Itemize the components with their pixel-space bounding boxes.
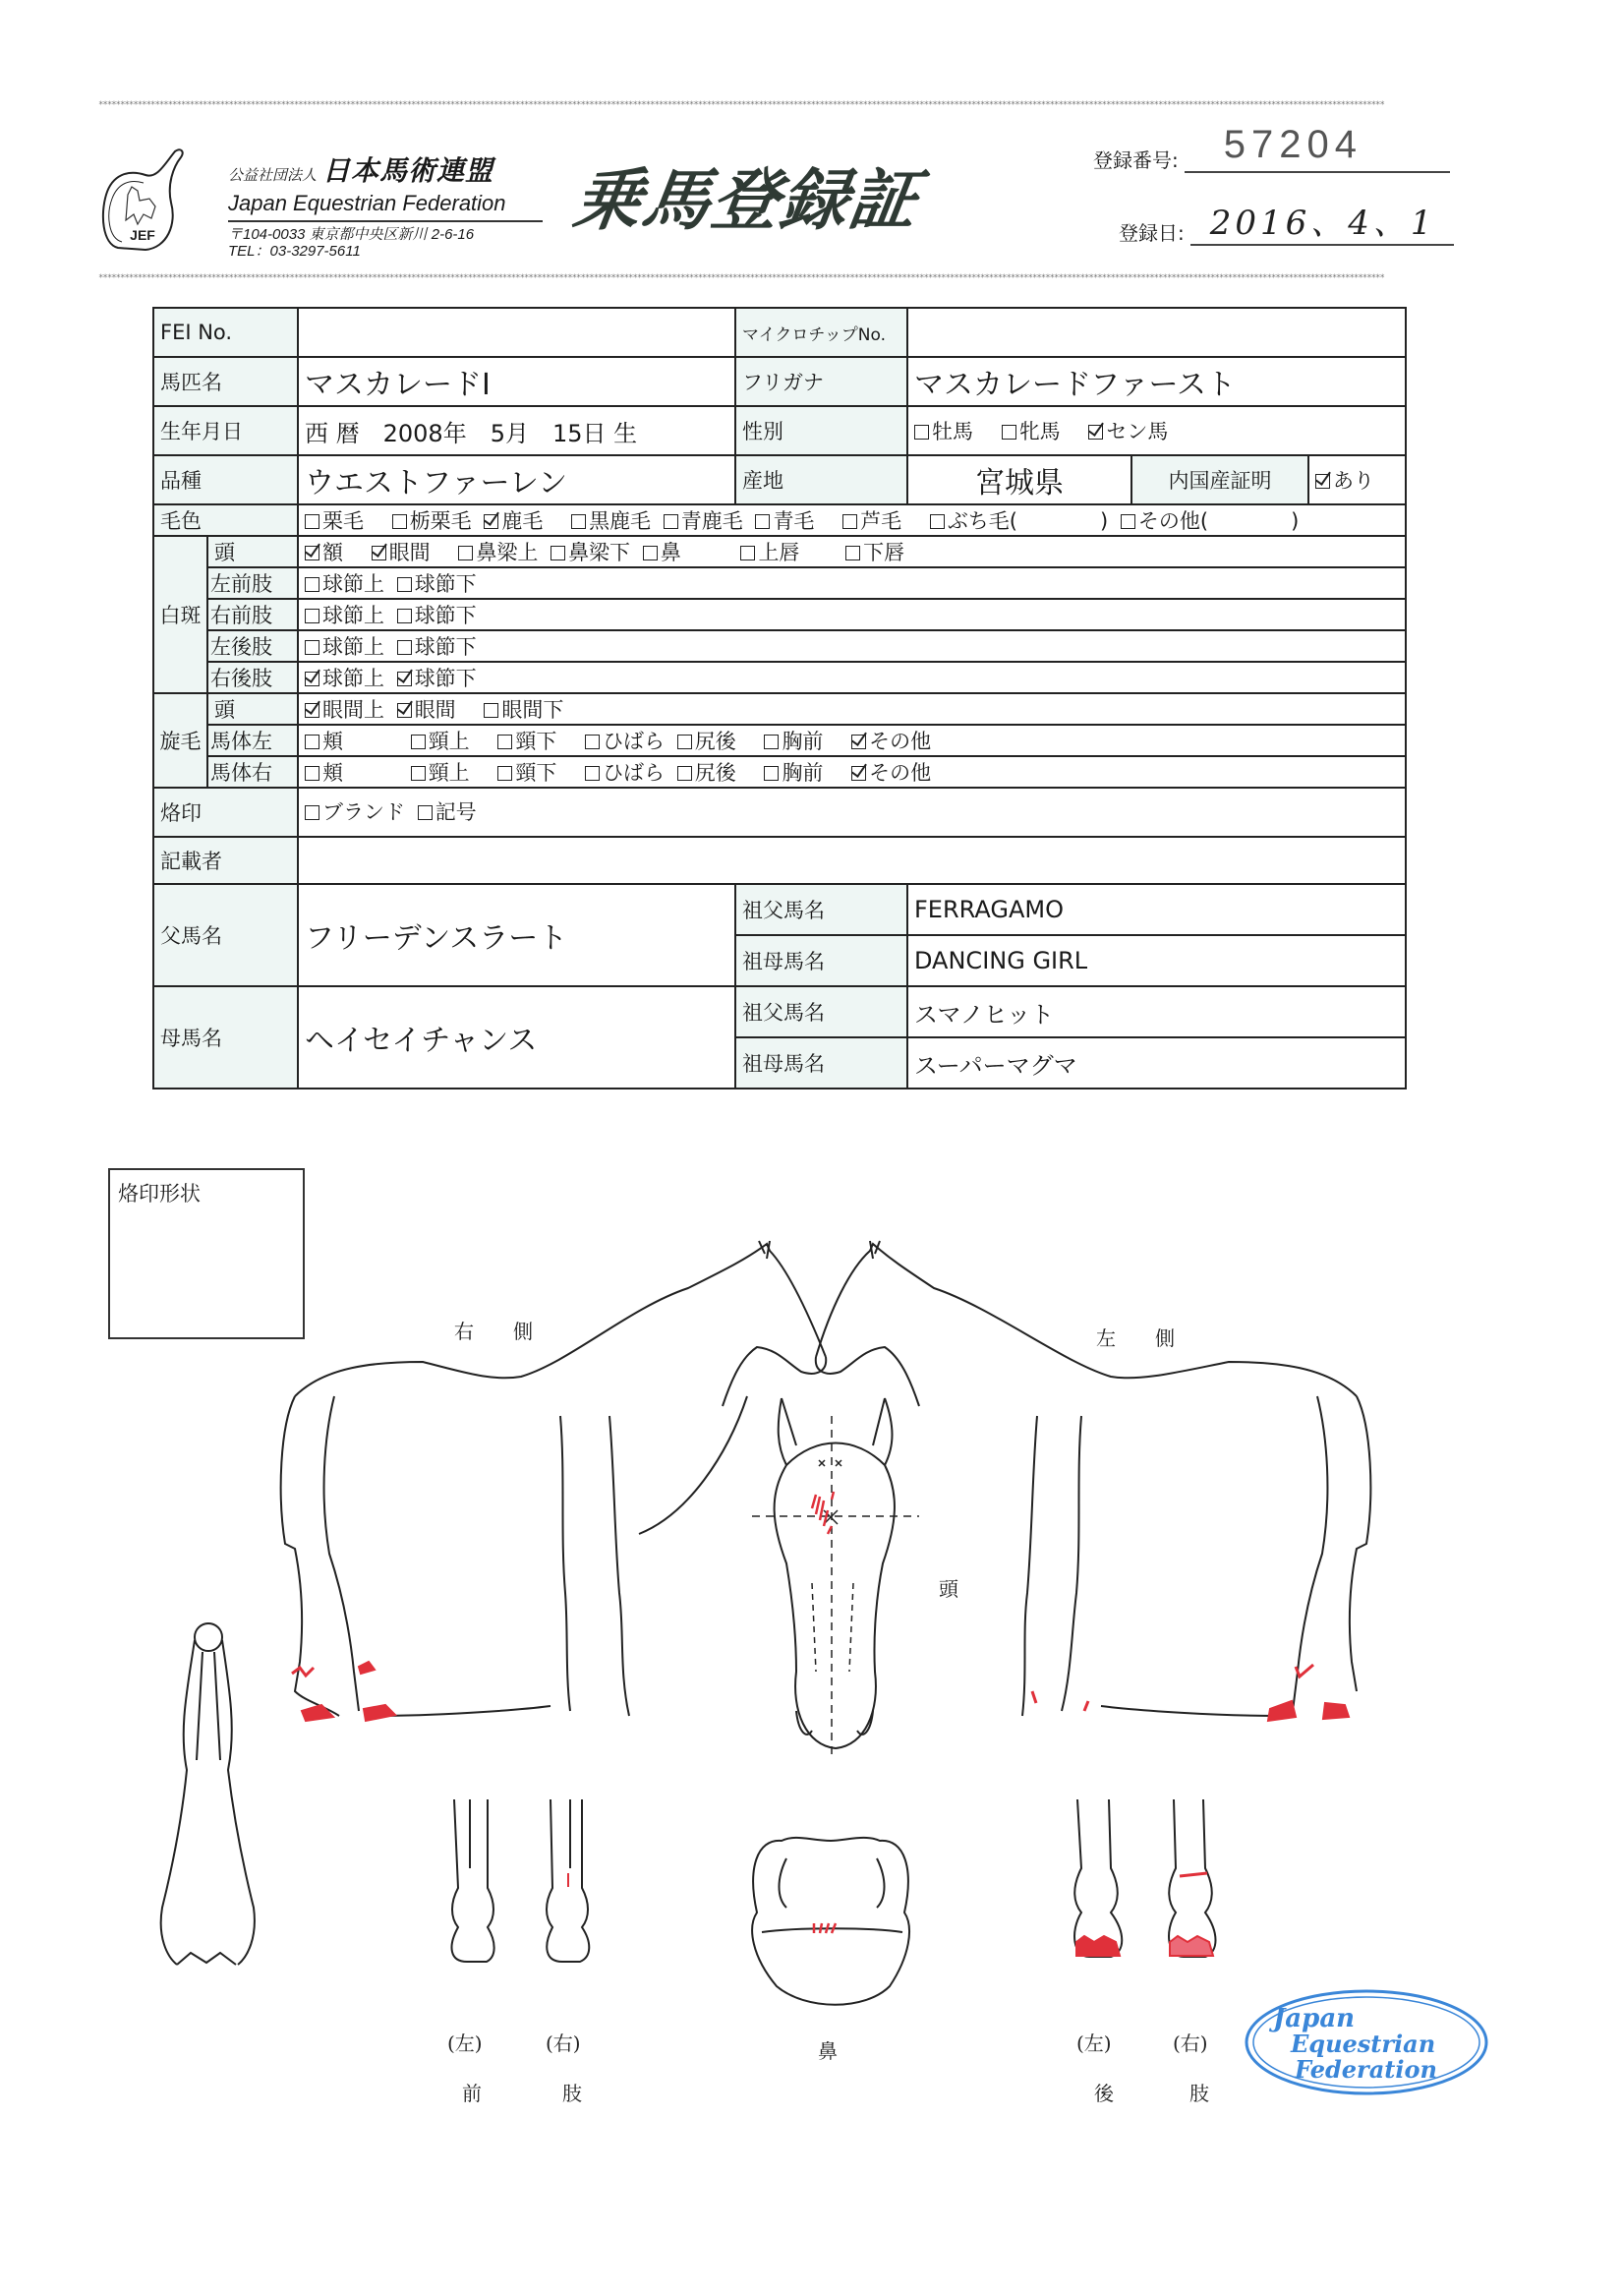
row-whorl-body-left xyxy=(153,725,1406,756)
forelimb-left-label: (左) xyxy=(447,2031,483,2055)
whorl-body-right-label: 馬体右 xyxy=(207,756,298,788)
org-name-en: Japan Equestrian Federation xyxy=(228,191,506,215)
svg-text:Federation: Federation xyxy=(1295,2055,1437,2084)
sire-grandsire-value: FERRAGAMO xyxy=(907,884,1406,935)
row-brand xyxy=(153,788,1406,837)
forelimb-caption-1: 前 xyxy=(462,2082,482,2105)
brand-shape-label: 烙印形状 xyxy=(118,1182,201,1206)
origin-label: 産地 xyxy=(735,455,907,504)
registration-form-table xyxy=(152,307,1407,1089)
left-side-label: 左 側 xyxy=(1096,1326,1175,1350)
coat-option[interactable]: ぶち毛( ) xyxy=(930,505,1108,535)
hindlimb-right-label: (右) xyxy=(1173,2031,1208,2055)
coat-option[interactable]: 黒鹿毛 xyxy=(571,505,651,535)
brand-label: 烙印 xyxy=(153,788,298,837)
white-head-option[interactable]: 下唇 xyxy=(845,537,904,566)
white-markings-label: 白斑 xyxy=(153,536,207,693)
svg-text:Equestrian: Equestrian xyxy=(1291,2030,1436,2058)
limb-option[interactable]: 球節上 xyxy=(305,600,384,629)
registration-date-field xyxy=(1190,201,1454,246)
whorl-option[interactable]: 頬 xyxy=(305,726,343,755)
dam-grandsire-value: スマノヒット xyxy=(907,986,1406,1037)
white-head-option[interactable]: 鼻 xyxy=(643,537,681,566)
jef-logo-icon xyxy=(98,146,187,254)
org-prefix: 公益社団法人 xyxy=(228,166,318,184)
domestic-cert-option[interactable]: あり xyxy=(1308,455,1406,504)
row-fei-no xyxy=(153,308,1406,357)
microchip-label: マイクロチップNo. xyxy=(735,308,907,357)
limb-option[interactable]: 球節上 xyxy=(305,663,384,692)
right-side-label: 右 側 xyxy=(454,1320,533,1343)
coat-color-options xyxy=(298,504,1406,536)
row-recorder xyxy=(153,837,1406,884)
forelimb-caption-2: 肢 xyxy=(562,2082,582,2105)
white-limb-label: 右後肢 xyxy=(207,662,298,693)
forelimb-right-label: (右) xyxy=(546,2031,581,2055)
brand-option[interactable]: ブランド xyxy=(305,796,405,826)
coat-option[interactable]: 栗毛 xyxy=(305,505,364,535)
sex-option-gelding[interactable]: セン馬 xyxy=(1088,416,1168,445)
birth-date-value: 西 暦 2008年 5月 15日 生 xyxy=(298,406,735,455)
hindlimb-left-label: (左) xyxy=(1076,2031,1112,2055)
brand-options xyxy=(298,788,1406,837)
coat-color-label: 毛色 xyxy=(153,504,298,536)
dam-value: ヘイセイチャンス xyxy=(298,986,735,1089)
limb-option[interactable]: 球節下 xyxy=(397,663,477,692)
checkbox-icon xyxy=(914,425,929,440)
horse-left-side-icon xyxy=(816,1241,1371,1716)
sire-label: 父馬名 xyxy=(153,884,298,986)
white-head-option[interactable]: 鼻梁下 xyxy=(551,537,630,566)
row-breed xyxy=(153,455,1406,504)
checkbox-icon xyxy=(1002,425,1016,440)
white-limb-label: 左後肢 xyxy=(207,630,298,662)
white-head-option[interactable]: 上唇 xyxy=(740,537,799,566)
sex-label: 性別 xyxy=(735,406,907,455)
dam-grandsire-label: 祖父馬名 xyxy=(735,986,907,1037)
sex-option-stallion[interactable]: 牡馬 xyxy=(914,416,973,445)
registration-number-label: 登録番号: xyxy=(1093,148,1179,172)
organization-block xyxy=(228,149,552,260)
white-limb-options xyxy=(298,630,1406,662)
horse-name-value: マスカレードⅠ xyxy=(298,357,735,406)
row-white-head xyxy=(153,536,1406,567)
registration-date-label: 登録日: xyxy=(1119,221,1185,245)
limb-option[interactable]: 球節下 xyxy=(397,631,477,661)
recorder-label: 記載者 xyxy=(153,837,298,884)
whorl-body-left-label: 馬体左 xyxy=(207,725,298,756)
row-white-right-hind xyxy=(153,662,1406,693)
whorl-head-label: 頭 xyxy=(207,693,298,725)
domestic-cert-label: 内国産証明 xyxy=(1131,455,1308,504)
hindlimb-marking xyxy=(1076,1873,1213,1956)
white-head-option[interactable]: 額 xyxy=(305,537,343,566)
coat-option[interactable]: 青毛 xyxy=(755,505,814,535)
row-dam-1 xyxy=(153,986,1406,1037)
recorder-value xyxy=(298,837,1406,884)
white-limb-options xyxy=(298,567,1406,599)
hindlimb-caption-1: 後 xyxy=(1094,2082,1114,2105)
breed-value: ウエストファーレン xyxy=(298,455,735,504)
whorl-option[interactable]: 眼間下 xyxy=(484,694,563,724)
whorls-label: 旋毛 xyxy=(153,693,207,788)
whorl-option[interactable]: 尻後 xyxy=(677,757,736,787)
birth-date-label: 生年月日 xyxy=(153,406,298,455)
whorl-head-options xyxy=(298,693,1406,725)
whorl-option[interactable]: 胸前 xyxy=(764,757,823,787)
coat-option[interactable]: 鹿毛 xyxy=(484,505,543,535)
white-head-options xyxy=(298,536,1406,567)
row-whorl-head xyxy=(153,693,1406,725)
registration-number-field xyxy=(1185,123,1450,173)
hindlimb-rear-view-icon xyxy=(1074,1799,1215,1957)
whorl-option[interactable]: 眼間上 xyxy=(305,694,384,724)
dam-granddam-label: 祖母馬名 xyxy=(735,1037,907,1089)
right-side-marking xyxy=(292,1662,395,1721)
checkbox-checked-icon xyxy=(484,514,498,529)
org-divider xyxy=(228,220,543,222)
checkbox-checked-icon xyxy=(1315,474,1330,489)
coat-option[interactable]: 青鹿毛 xyxy=(664,505,743,535)
white-head-option[interactable]: 鼻梁上 xyxy=(458,537,538,566)
whorl-option[interactable]: 胸前 xyxy=(764,726,823,755)
brand-option[interactable]: 記号 xyxy=(418,796,477,826)
whorl-option[interactable]: 頸上 xyxy=(411,726,470,755)
horse-name-label: 馬匹名 xyxy=(153,357,298,406)
row-sire-1 xyxy=(153,884,1406,935)
limb-option[interactable]: 球節下 xyxy=(397,568,477,598)
coat-option[interactable]: その他( ) xyxy=(1121,505,1299,535)
separator-bottom: ******************************************************************************************************************************************************************************************************************************************************************************************************** xyxy=(98,273,1384,283)
white-head-label: 頭 xyxy=(207,536,298,567)
white-limb-label: 左前肢 xyxy=(207,567,298,599)
row-coat-color xyxy=(153,504,1406,536)
nose-label: 鼻 xyxy=(818,2039,838,2063)
horse-right-side-icon xyxy=(281,1241,827,1716)
whorl-option[interactable]: 頸下 xyxy=(497,726,556,755)
microchip-value xyxy=(907,308,1406,357)
limb-option[interactable]: 球節下 xyxy=(397,600,477,629)
jef-stamp-icon xyxy=(1234,1981,1489,2099)
whorl-option[interactable]: その他 xyxy=(851,757,931,787)
org-name: 日本馬術連盟 xyxy=(322,154,494,187)
whorl-option[interactable]: 尻後 xyxy=(677,726,736,755)
registration-number: 57204 xyxy=(1223,123,1362,166)
row-horse-name xyxy=(153,357,1406,406)
row-white-right-fore xyxy=(153,599,1406,630)
sire-value: フリーデンスラート xyxy=(298,884,735,986)
horse-head-front-icon xyxy=(752,1398,919,1760)
horse-rear-view-icon xyxy=(161,1623,255,1965)
org-address: 〒104-0033 東京都中央区新川 2-6-16 xyxy=(228,226,475,243)
furigana-label: フリガナ xyxy=(735,357,907,406)
whorl-option[interactable]: ひばら xyxy=(585,726,665,755)
row-whorl-body-right xyxy=(153,756,1406,788)
separator-top: ******************************************************************************************************************************************************************************************************************************************************************************************************** xyxy=(98,100,1384,110)
whorl-body-left-options xyxy=(298,725,1406,756)
head-label: 頭 xyxy=(939,1577,958,1601)
dam-label: 母馬名 xyxy=(153,986,298,1089)
whorl-body-right-options xyxy=(298,756,1406,788)
document-title: 乗馬登録証 xyxy=(568,162,924,240)
limb-option[interactable]: 球節上 xyxy=(305,568,384,598)
dam-granddam-value: スーパーマグマ xyxy=(907,1037,1406,1089)
sex-option-mare[interactable]: 牝馬 xyxy=(1002,416,1061,445)
furigana-value: マスカレードファースト xyxy=(907,357,1406,406)
whorl-option[interactable]: ひばら xyxy=(585,757,665,787)
whorl-option[interactable]: 頸下 xyxy=(497,757,556,787)
registration-date: 2016、4、1 xyxy=(1209,204,1436,243)
limb-option[interactable]: 球節上 xyxy=(305,631,384,661)
whorl-option[interactable]: 眼間 xyxy=(397,694,456,724)
coat-option[interactable]: 栃栗毛 xyxy=(392,505,472,535)
whorl-option[interactable]: その他 xyxy=(851,726,931,755)
whorl-option[interactable]: 頸上 xyxy=(411,757,470,787)
svg-text:JEF: JEF xyxy=(130,227,155,243)
whorl-option[interactable]: 頬 xyxy=(305,757,343,787)
svg-text:Japan: Japan xyxy=(1273,2004,1356,2033)
fei-no-label: FEI No. xyxy=(153,308,298,357)
coat-option[interactable]: 芦毛 xyxy=(842,505,901,535)
registration-number-row xyxy=(1093,123,1450,173)
org-tel: TEL：03-3297-5611 xyxy=(228,243,361,260)
hindlimb-caption-2: 肢 xyxy=(1189,2082,1209,2105)
white-head-option[interactable]: 眼間 xyxy=(372,537,431,566)
row-birth-date xyxy=(153,406,1406,455)
registration-date-row xyxy=(1119,201,1454,246)
sire-granddam-label: 祖母馬名 xyxy=(735,935,907,986)
row-white-left-hind xyxy=(153,630,1406,662)
row-white-left-fore xyxy=(153,567,1406,599)
sex-options xyxy=(907,406,1406,455)
breed-label: 品種 xyxy=(153,455,298,504)
white-limb-options xyxy=(298,599,1406,630)
white-limb-options xyxy=(298,662,1406,693)
origin-value: 宮城県 xyxy=(907,455,1131,504)
white-limb-label: 右前肢 xyxy=(207,599,298,630)
sire-grandsire-label: 祖父馬名 xyxy=(735,884,907,935)
fei-no-value xyxy=(298,308,735,357)
head-marking xyxy=(812,1492,834,1534)
checkbox-checked-icon xyxy=(1088,425,1103,440)
horse-nose-view-icon xyxy=(752,1838,909,2005)
sire-granddam-value: DANCING GIRL xyxy=(907,935,1406,986)
